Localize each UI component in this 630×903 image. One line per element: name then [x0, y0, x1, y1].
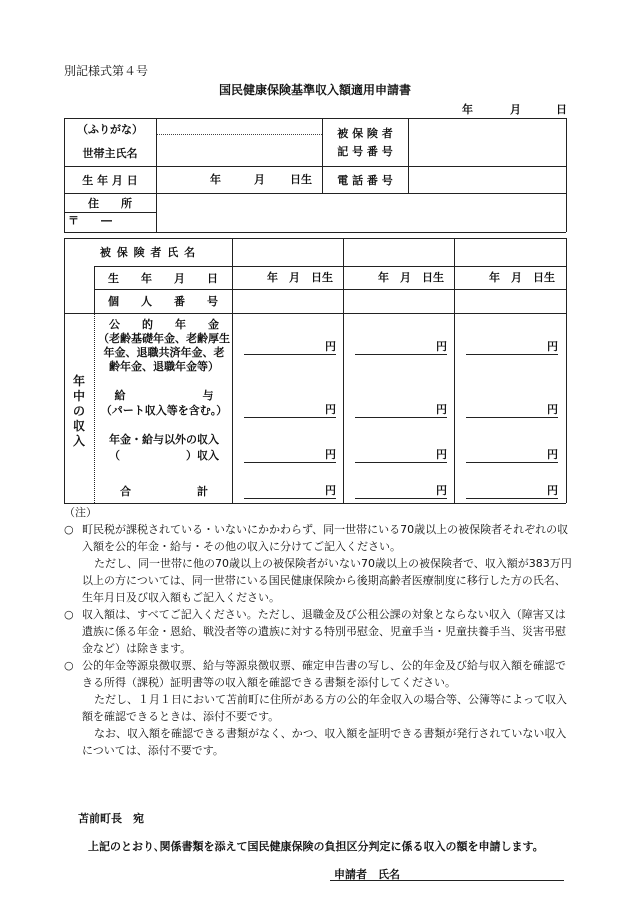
yen-unit-label: 円 — [547, 403, 558, 416]
note-bullet: ○ — [64, 659, 74, 672]
my-number-label: 個 人 番 号 — [108, 295, 218, 308]
date-year-label: 年 — [462, 103, 473, 116]
total-amount-underline-col2 — [355, 498, 447, 499]
yen-unit-label: 円 — [325, 448, 336, 461]
salary-amount-field-col3[interactable] — [466, 403, 546, 417]
insured-name-label: 被 保 険 者 氏 名 — [99, 246, 197, 259]
date-month-label: 月 — [510, 103, 521, 116]
total-amount-field-col2[interactable] — [355, 484, 435, 498]
total-label: 合 計 — [120, 485, 208, 498]
address-label: 住 所 — [88, 197, 132, 210]
table-birth-label: 生 年 月 日 — [108, 272, 218, 285]
salary-label: 給 与 （パート収入等を含む。） — [100, 389, 228, 417]
yen-unit-label: 円 — [547, 448, 558, 461]
head-name-label: 世帯主氏名 — [82, 147, 138, 160]
annual-income-group-label: 年 中 の 収 入 — [72, 374, 85, 448]
page-title: 国民健康保険基準収入額適用申請書 — [218, 83, 411, 97]
insured-card-label-2: 記 号 番 号 — [337, 145, 393, 158]
yen-unit-label: 円 — [436, 403, 447, 416]
total-amount-underline-col3 — [466, 498, 558, 499]
birth-year-label: 年 — [210, 173, 221, 186]
yen-unit-label: 円 — [547, 340, 558, 353]
applicant-signature-line — [330, 880, 564, 881]
other-income-amount-field-col1[interactable] — [244, 448, 324, 462]
phone-label: 電 話 番 号 — [337, 174, 393, 187]
note-bullet: ○ — [64, 608, 74, 621]
pension-amount-field-col3[interactable] — [466, 340, 546, 354]
address-field[interactable] — [157, 194, 565, 231]
note-3-proviso: ただし、１月１日において苫前町に住所がある方の公的年金収入の場合等、公簿等によって収入額を確認できるときは、添付不要です。 — [82, 693, 567, 723]
salary-amount-underline-col2 — [355, 417, 447, 418]
pension-amount-underline-col2 — [355, 354, 447, 355]
birth-date-label: 生 年 月 日 — [82, 174, 138, 187]
birth-value-col2: 年 月 日生 — [378, 271, 444, 284]
birth-month-label: 月 — [254, 173, 265, 186]
note-1-proviso: ただし、同一世帯に他の70歳以上の被保険者がいない70歳以上の被保険者で、収入額が383万円以上の方については、同一世帯にいる国民健康保険から後期高齢者医療制度に移行した方の氏名、生年月日及び収入額もご記入ください。 — [82, 557, 572, 604]
addressee: 苫前町長 宛 — [78, 812, 144, 825]
insured-card-label-1: 被 保 険 者 — [337, 127, 393, 140]
notes — [64, 504, 574, 759]
other-income-amount-underline-col2 — [355, 462, 447, 463]
birth-day-label: 日生 — [290, 173, 312, 186]
date-day-label: 日 — [556, 103, 567, 116]
head-name-field[interactable] — [157, 135, 321, 165]
notes-heading: （注） — [64, 506, 97, 519]
pension-amount-field-col2[interactable] — [355, 340, 435, 354]
note-2: ○ 収入額は、すべてご記入ください。ただし、退職金及び公租公課の対象とならない収入（障害又は遺族に係る年金・恩給、戦没者等の遺族に対する特別弔慰金、児童手当・児童扶養手当、災害弔慰金など）は除きます。 — [64, 608, 566, 655]
birth-value-col3: 年 月 日生 — [489, 271, 555, 284]
applicant-name-field[interactable] — [400, 862, 564, 880]
note-1: ○ 町民税が課税されている・いないにかかわらず、同一世帯にいる70歳以上の被保険者それぞれの収入額を公的年金・給与・その他の収入に分けてご記入ください。 — [64, 523, 569, 553]
declaration: 上記のとおり､関係書類を添えて国民健康保険の負担区分判定に係る収入の額を申請します。 — [88, 840, 544, 853]
yen-unit-label: 円 — [436, 484, 447, 497]
applicant-name-label: 申請者 氏名 — [334, 868, 400, 881]
total-amount-underline-col1 — [244, 498, 336, 499]
salary-amount-field-col1[interactable] — [244, 403, 324, 417]
pension-amount-field-col1[interactable] — [244, 340, 324, 354]
pension-label: 公 的 年 金 （老齢基礎年金、老齢厚生 年金、退職共済年金、老 齢年金、退職年金等） — [98, 318, 230, 373]
yen-unit-label: 円 — [325, 484, 336, 497]
birth-value-col1: 年 月 日生 — [267, 271, 333, 284]
phone-field[interactable] — [409, 167, 565, 192]
note-3-additional: なお、収入額を確認できる書類がなく、かつ、収入額を証明できる書類が発行されていない収入については、添付不要です。 — [82, 727, 567, 757]
postal-label: 〒 ― — [68, 214, 112, 227]
note-3: ○ 公的年金等源泉徴収票、給与等源泉徴収票、確定申告書の写し、公的年金及び給与収入額を確認できる所得（課税）証明書等の収入額を確認できる書類を添付してください。 — [64, 659, 566, 689]
other-income-amount-field-col2[interactable] — [355, 448, 435, 462]
other-income-amount-field-col3[interactable] — [466, 448, 546, 462]
yen-unit-label: 円 — [436, 448, 447, 461]
furigana-label: （ふりがな） — [77, 123, 143, 136]
total-amount-field-col1[interactable] — [244, 484, 324, 498]
note-bullet: ○ — [64, 523, 74, 536]
other-income-label: 年金・給与以外の収入 （ ）収入 — [109, 433, 219, 462]
total-amount-field-col3[interactable] — [466, 484, 546, 498]
pension-amount-underline-col3 — [466, 354, 558, 355]
salary-amount-underline-col1 — [244, 417, 336, 418]
yen-unit-label: 円 — [547, 484, 558, 497]
salary-amount-underline-col3 — [466, 417, 558, 418]
yen-unit-label: 円 — [325, 403, 336, 416]
yen-unit-label: 円 — [325, 340, 336, 353]
insured-card-field[interactable] — [409, 119, 565, 165]
salary-amount-field-col2[interactable] — [355, 403, 435, 417]
other-income-amount-underline-col1 — [244, 462, 336, 463]
yen-unit-label: 円 — [436, 340, 447, 353]
form-number: 別記様式第４号 — [64, 64, 149, 78]
pension-amount-underline-col1 — [244, 354, 336, 355]
other-income-amount-underline-col3 — [466, 462, 558, 463]
